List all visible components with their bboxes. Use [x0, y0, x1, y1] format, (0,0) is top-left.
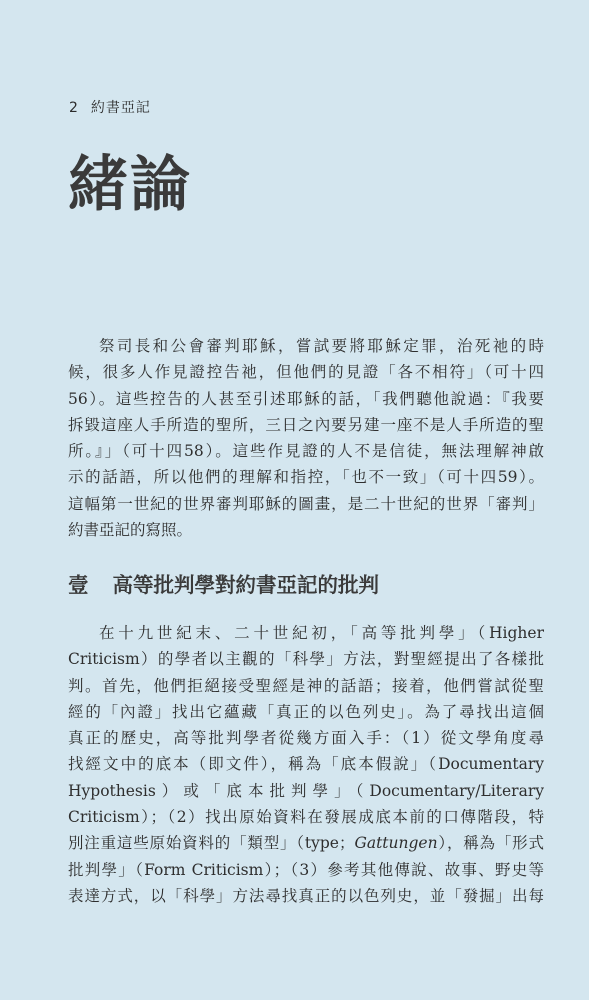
section-number: 壹 — [68, 573, 89, 597]
paragraph-line: 在十九世紀末、二十世紀初，「高等批判學」（Higher — [99, 624, 544, 642]
paragraph-line: 經的「內證」找出它蘊藏「真正的以色列史」。為了尋找出這個 — [68, 702, 544, 721]
paragraph-line: 候，很多人作見證控告祂，但他們的見證「各不相符」（可十四 — [68, 363, 544, 382]
paragraph-line: 找經文中的底本（即文件），稱為「底本假說」（Documentary — [68, 755, 544, 774]
page-number: 2 — [69, 100, 79, 116]
italic-term: Gattungen — [354, 834, 438, 853]
running-header — [69, 97, 151, 117]
paragraph-line: 真正的歷史，高等批判學者從幾方面入手：（1）從文學角度尋 — [68, 729, 544, 748]
paragraph-line: 56）。這些控告的人甚至引述耶穌的話，「我們聽他說過：『我要 — [68, 389, 544, 408]
paragraph-line: 約書亞記的寫照。 — [68, 521, 193, 540]
paragraph-line: Criticism）的學者以主觀的「科學」方法，對聖經提出了各樣批 — [68, 650, 544, 669]
section-title: 高等批判學對約書亞記的批判 — [112, 573, 379, 597]
paragraph-line: 示的話語，所以他們的理解和指控，「也不一致」（可十四59）。 — [68, 468, 544, 487]
paragraph-line: 表達方式，以「科學」方法尋找真正的以色列史，並「發掘」出每 — [68, 886, 544, 905]
paragraph-line: 祭司長和公會審判耶穌，嘗試要將耶穌定罪，治死祂的時 — [99, 337, 544, 355]
paragraph-line: Criticism）；（2）找出原始資料在發展成底本前的口傳階段，特 — [68, 808, 544, 827]
paragraph-line: 這幅第一世紀的世界審判耶穌的圖畫，是二十世紀的世界「審判」 — [68, 494, 544, 513]
paragraph-line: 批判學」（Form Criticism）；（3）參考其他傳說、故事、野史等 — [68, 860, 544, 879]
paragraph-line: 所。』」（可十四58）。這些作見證的人不是信徒，無法理解神啟 — [68, 442, 544, 461]
running-header-title: 約書亞記 — [90, 100, 151, 116]
paragraph-line — [68, 830, 544, 856]
paragraph-line: 拆毀這座人手所造的聖所，三日之內要另建一座不是人手所造的聖 — [68, 415, 544, 434]
paragraph-line: Hypothesis）或「底本批判學」（Documentary/Literary — [68, 781, 544, 800]
paragraph-line: 判。首先，他們拒絕接受聖經是神的話語；接着，他們嘗試從聖 — [68, 676, 544, 695]
line-text: ），稱為「形式 — [437, 834, 544, 853]
line-text: 別注重這些原始資料的「類型」（type； — [68, 834, 355, 853]
chapter-title: 緒論 — [68, 150, 192, 220]
section-heading — [68, 568, 379, 598]
section-paragraph — [68, 620, 544, 909]
intro-paragraph — [68, 333, 544, 543]
